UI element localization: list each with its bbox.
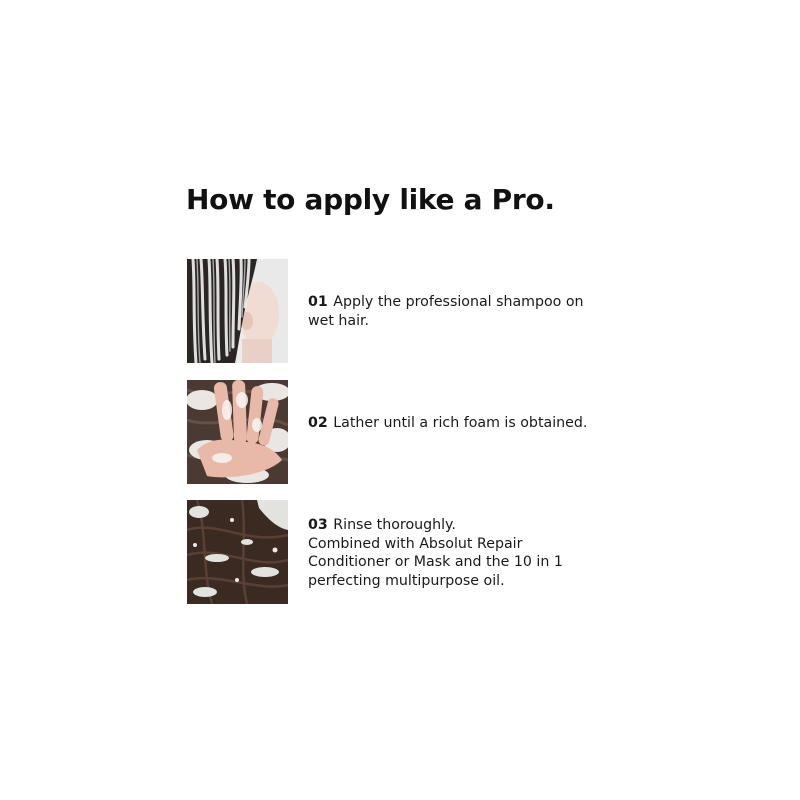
step-description-2: Lather until a rich foam is obtained. <box>333 415 588 431</box>
hand-lathering-foam-photo <box>187 380 288 484</box>
rinsing-dark-hair-photo <box>187 500 288 604</box>
step-extra-3: Combined with Absolut Repair Conditioner or Mask and the 10 in 1 perfecting multipurpose oil. <box>308 535 563 589</box>
step-item-3 <box>187 500 617 604</box>
page-title: How to apply like a Pro. <box>186 183 555 216</box>
step-text-2 <box>308 414 608 433</box>
step-number-1: 01 <box>308 294 328 310</box>
step-item-2 <box>187 380 617 484</box>
step-number-2: 02 <box>308 415 328 431</box>
step-item-1 <box>187 259 617 363</box>
step-description-3: Rinse thoroughly. <box>333 517 456 533</box>
step-description-1: Apply the professional shampoo on wet hair. <box>308 294 584 329</box>
wet-hair-with-shampoo-photo <box>187 259 288 363</box>
step-text-3 <box>308 516 608 590</box>
step-number-3: 03 <box>308 517 328 533</box>
step-text-1 <box>308 293 608 330</box>
